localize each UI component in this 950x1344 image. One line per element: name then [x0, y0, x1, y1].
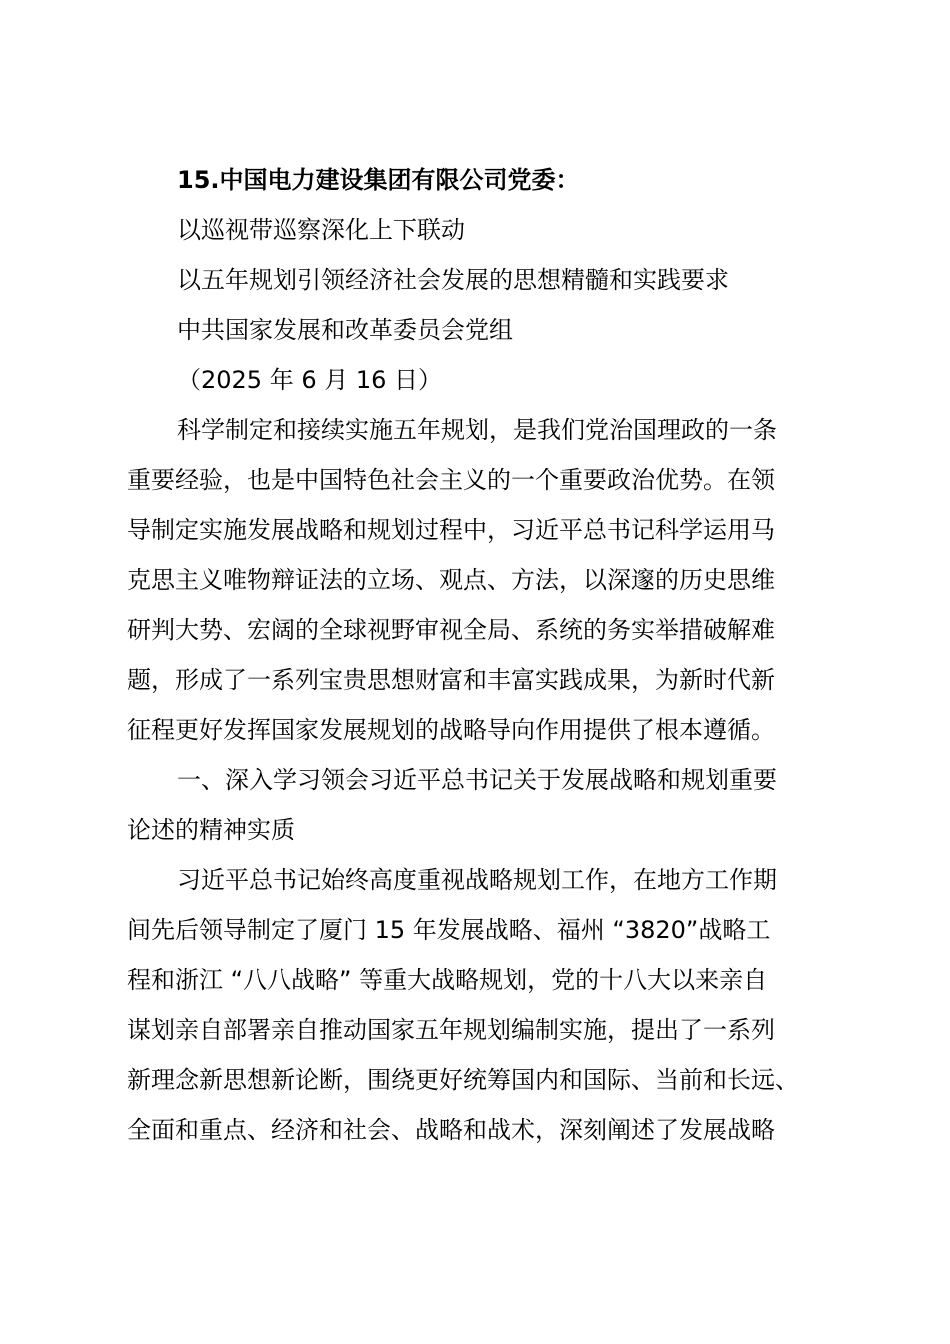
paragraph-line: 新理念新思想新论断，围绕更好统筹国内和国际、当前和长远、 — [127, 1066, 799, 1094]
paragraph-line: 题，形成了一系列宝贵思想财富和丰富实践成果，为新时代新 — [127, 666, 775, 694]
paragraph-line: 习近平总书记始终高度重视战略规划工作，在地方工作期 — [177, 866, 777, 894]
paragraph-line: 全面和重点、经济和社会、战略和战术，深刻阐述了发展战略 — [127, 1116, 775, 1144]
paragraph-line: 谋划亲自部署亲自推动国家五年规划编制实施，提出了一系列 — [127, 1016, 775, 1044]
document-subtitle: 以巡视带巡察深化上下联动 — [177, 216, 465, 244]
paragraph-line: 导制定实施发展战略和规划过程中，习近平总书记科学运用马 — [127, 516, 775, 544]
document-author: 中共国家发展和改革委员会党组 — [177, 316, 513, 344]
paragraph-line: 间先后领导制定了厦门 15 年发展战略、福州 “3820”战略工 — [127, 916, 771, 944]
paragraph-line: 重要经验，也是中国特色社会主义的一个重要政治优势。在领 — [127, 466, 775, 494]
paragraph-line: 克思主义唯物辩证法的立场、观点、方法，以深邃的历史思维 — [127, 566, 775, 594]
paragraph-line: 研判大势、宏阔的全球视野审视全局、系统的务实举措破解难 — [127, 616, 775, 644]
paragraph-line: 征程更好发挥国家发展规划的战略导向作用提供了根本遵循。 — [127, 716, 775, 744]
document-title: 15.中国电力建设集团有限公司党委： — [177, 166, 580, 194]
paragraph-line: 程和浙江 “八八战略” 等重大战略规划，党的十八大以来亲自 — [127, 966, 768, 994]
section-heading-line: 论述的精神实质 — [127, 816, 295, 844]
document-date: （2025 年 6 月 16 日） — [177, 366, 443, 394]
document-subtitle: 以五年规划引领经济社会发展的思想精髓和实践要求 — [177, 266, 729, 294]
paragraph-line: 科学制定和接续实施五年规划，是我们党治国理政的一条 — [177, 416, 777, 444]
section-heading-line: 一、深入学习领会习近平总书记关于发展战略和规划重要 — [177, 766, 777, 794]
